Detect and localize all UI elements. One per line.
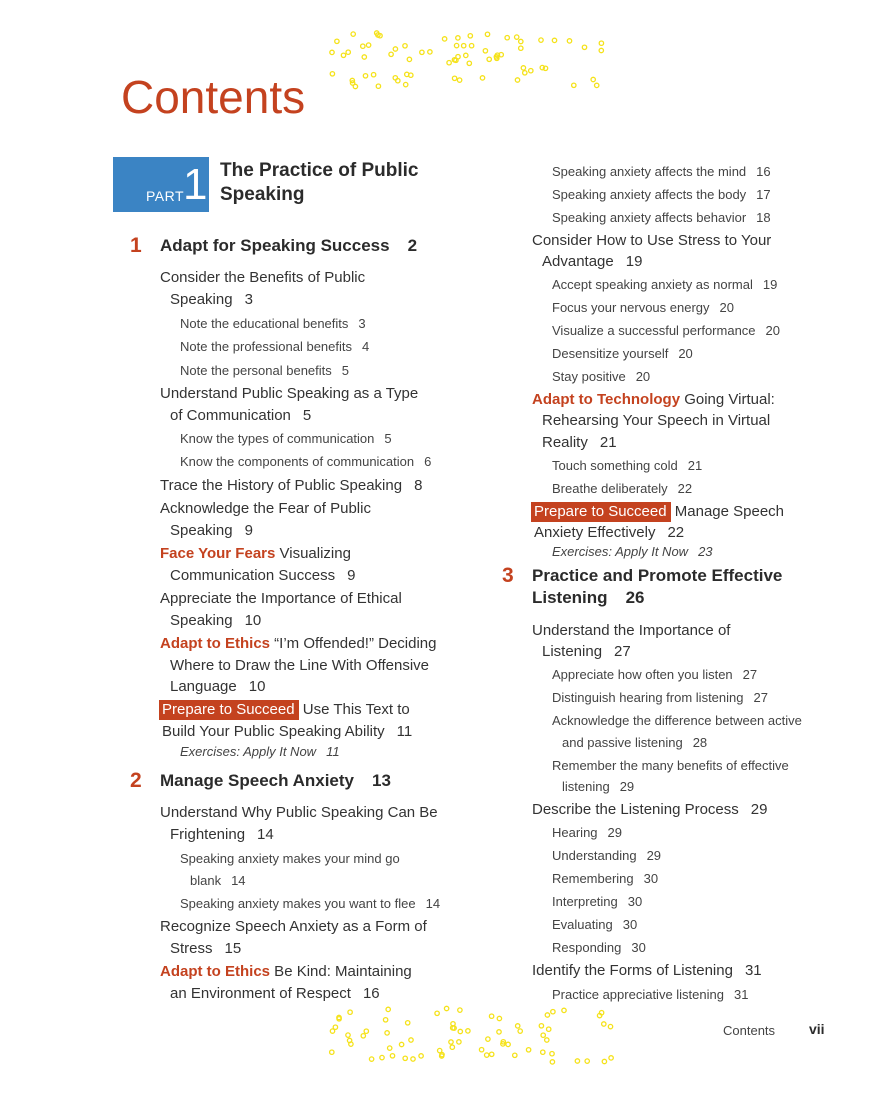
toc-entry[interactable] [190, 873, 246, 888]
toc-entry-text: Know the types of communication [180, 431, 375, 446]
page-number: 18 [756, 210, 771, 225]
page-number: 30 [643, 871, 659, 886]
page-number: 20 [635, 369, 651, 384]
toc-entry-text: Understanding [552, 848, 637, 863]
page-number: 2 [407, 236, 418, 255]
toc-entry[interactable] [180, 316, 366, 331]
toc-entry[interactable] [170, 826, 274, 843]
toc-entry-text: Recognize Speech Anxiety as a Form of [160, 918, 427, 935]
page-number: 19 [762, 277, 778, 292]
toc-entry[interactable] [542, 434, 617, 451]
page-number: 20 [765, 323, 780, 338]
toc-entry-text: Rehearsing Your Speech in Virtual [542, 412, 771, 429]
page-number: 31 [733, 987, 749, 1002]
page-number: 8 [414, 477, 423, 494]
toc-entry-text: Remember the many benefits of effective [552, 758, 789, 773]
toc-entry-text: Understand the Importance of [532, 622, 731, 639]
page-number: 21 [687, 458, 703, 473]
toc-entry[interactable] [160, 963, 412, 980]
toc-entry-text: Breathe deliberately [552, 481, 668, 496]
toc-entry-text: Interpreting [552, 894, 618, 909]
toc-entry[interactable] [562, 735, 707, 750]
toc-entry-text: Anxiety Effectively [534, 524, 656, 541]
page-title: Contents [121, 71, 306, 123]
toc-entry-text: Know the components of communication [180, 454, 415, 469]
page-number: 5 [384, 431, 392, 446]
toc-entry[interactable] [552, 458, 702, 473]
toc-entry[interactable] [180, 896, 440, 911]
page-number: 16 [756, 164, 771, 179]
page-number: 27 [614, 643, 631, 660]
feature-label: Adapt to Technology [532, 391, 681, 408]
part-title: The Practice of Public Speaking [220, 160, 419, 205]
page-number: 14 [425, 896, 441, 911]
page-number: 10 [244, 612, 262, 629]
toc-entry[interactable] [552, 848, 661, 863]
footer-label: Contents [723, 1023, 776, 1038]
page-number: 26 [625, 588, 645, 607]
toc-entry-text: Note the educational benefits [180, 316, 349, 331]
toc-entry[interactable] [170, 985, 380, 1002]
page-number: 27 [753, 690, 768, 705]
toc-entry-text: Use This Text to [298, 701, 410, 718]
toc-entry[interactable] [562, 779, 634, 794]
toc-entry[interactable] [170, 567, 355, 584]
page-number: 22 [677, 481, 693, 496]
chapter-number: 2 [130, 769, 142, 792]
toc-entry[interactable] [160, 804, 438, 821]
toc-entry-text: Communication Success [170, 567, 336, 584]
toc-entry-text: Touch something cold [552, 458, 678, 473]
toc-entry-text: Note the professional benefits [180, 339, 352, 354]
toc-entry-text: Practice appreciative listening [552, 987, 724, 1002]
toc-entry-text: Hearing [552, 825, 598, 840]
toc-entry[interactable] [160, 918, 427, 935]
toc-entry-text: Identify the Forms of Listening [532, 962, 733, 979]
toc-entry[interactable] [180, 431, 392, 446]
toc-entry-text: blank [190, 873, 222, 888]
toc-entry-text: Be Kind: Maintaining [270, 963, 412, 980]
toc-entry[interactable] [552, 987, 748, 1002]
page-number: 14 [257, 826, 274, 843]
page-number: 5 [302, 407, 312, 424]
toc-entry[interactable] [531, 503, 784, 520]
page-number: 10 [248, 678, 266, 695]
toc-entry[interactable] [170, 678, 265, 695]
toc-entry[interactable] [170, 940, 241, 957]
toc-entry[interactable] [180, 744, 340, 759]
toc-entry[interactable] [542, 253, 642, 270]
page-number: 20 [719, 300, 734, 315]
page-number: 21 [599, 434, 617, 451]
chapter-title-text: Practice and Promote Effective [532, 566, 783, 585]
page-number: 19 [625, 253, 643, 270]
toc-entry[interactable] [552, 300, 734, 315]
toc-entry-text: Speaking anxiety affects behavior [552, 210, 747, 225]
toc-entry[interactable] [552, 187, 771, 202]
toc-entry-text: listening [562, 779, 610, 794]
toc-entry-text: Reality [542, 434, 588, 451]
toc-entry-text: Acknowledge the difference between active [552, 713, 802, 728]
feature-label: Adapt to Ethics [160, 635, 271, 652]
toc-entry[interactable] [160, 385, 418, 402]
toc-entry[interactable] [170, 407, 311, 424]
toc-entry-text: Evaluating [552, 917, 613, 932]
toc-entry[interactable] [552, 667, 757, 682]
toc-entry[interactable] [552, 164, 771, 179]
chapter-title[interactable] [532, 566, 782, 586]
toc-entry[interactable] [552, 323, 780, 338]
page-number: 20 [678, 346, 693, 361]
toc-entry[interactable] [160, 635, 436, 652]
toc-entry-text: Accept speaking anxiety as normal [552, 277, 753, 292]
toc-entry[interactable] [532, 962, 762, 979]
chapter-title-text: Listening [532, 588, 608, 607]
page-number: 28 [692, 735, 708, 750]
toc-entry-text: Acknowledge the Fear of Public [160, 500, 371, 517]
toc-entry[interactable] [552, 894, 642, 909]
toc-entry[interactable] [552, 210, 771, 225]
feature-label: Face Your Fears [160, 545, 276, 562]
toc-entry-text: Describe the Listening Process [532, 801, 739, 818]
page-number: 30 [622, 917, 638, 932]
toc-entry-text: Appreciate how often you listen [552, 667, 733, 682]
toc-entry[interactable] [552, 481, 692, 496]
toc-entry-text: Desensitize yourself [552, 346, 669, 361]
page-number: 4 [362, 339, 370, 354]
page-number: 9 [347, 567, 356, 584]
feature-label: Adapt to Ethics [160, 963, 271, 980]
page-number: 30 [631, 940, 646, 955]
chapter-title[interactable] [160, 236, 417, 256]
toc-entry-text: Understand Public Speaking as a Type [160, 385, 419, 402]
toc-entry[interactable] [162, 723, 412, 740]
toc-entry[interactable] [552, 277, 777, 292]
toc-entry[interactable] [552, 758, 789, 773]
page-number: 9 [244, 522, 253, 539]
dot-pattern-bottom [326, 1005, 618, 1065]
toc-entry-text: Distinguish hearing from listening [552, 690, 744, 705]
toc-entry[interactable] [160, 545, 351, 562]
page-number: 23 [698, 544, 713, 559]
toc-entry[interactable] [180, 851, 400, 866]
dot-pattern-top [326, 30, 618, 90]
toc-entry[interactable] [180, 363, 349, 378]
toc-entry-text: Advantage [542, 253, 614, 270]
part-word: PART [146, 188, 185, 204]
toc-entry-text: Frightening [170, 826, 246, 843]
toc-entry[interactable] [532, 622, 730, 639]
page-number: 3 [244, 291, 253, 308]
toc-entry[interactable] [552, 917, 637, 932]
toc-entry[interactable] [552, 825, 622, 840]
toc-entry[interactable] [160, 500, 371, 517]
toc-entry-text: Manage Speech [670, 503, 785, 520]
toc-entry-text: Speaking [170, 522, 233, 539]
chapter-number: 1 [130, 234, 142, 257]
toc-entry-text: an Environment of Respect [170, 985, 351, 1002]
toc-entry-text: Stress [170, 940, 213, 957]
chapter-title-text: Adapt for Speaking Success [160, 236, 390, 255]
toc-entry-text: Appreciate the Importance of Ethical [160, 590, 402, 607]
page-number: 14 [231, 873, 246, 888]
toc-entry-text: Build Your Public Speaking Ability [162, 723, 385, 740]
toc-entry[interactable] [170, 657, 429, 674]
toc-entry[interactable] [542, 643, 631, 660]
toc-entry[interactable] [160, 269, 365, 286]
toc-entry-text: “I’m Offended!” Deciding [270, 635, 437, 652]
page-number: 15 [224, 940, 242, 957]
toc-entry[interactable] [542, 412, 770, 429]
toc-entry[interactable] [160, 590, 402, 607]
toc-entry-text: of Communication [170, 407, 291, 424]
page-number: 29 [607, 825, 622, 840]
part-number: 1 [183, 160, 208, 209]
page-number: 3 [358, 316, 366, 331]
toc-entry-text: and passive listening [562, 735, 683, 750]
toc-entry[interactable] [552, 544, 713, 559]
toc-entry-text: Trace the History of Public Speaking [160, 477, 403, 494]
chapter-title[interactable] [160, 771, 391, 791]
toc-entry-text: Consider How to Use Stress to Your [532, 232, 772, 249]
toc-entry[interactable] [552, 713, 802, 728]
page-number: 11 [326, 744, 340, 759]
prepare-to-succeed-badge: Prepare to Succeed [531, 502, 671, 522]
toc-entry[interactable] [170, 522, 253, 539]
page-number: 5 [341, 363, 350, 378]
toc-entry-text: Understand Why Public Speaking Can Be [160, 804, 438, 821]
toc-entry[interactable] [552, 369, 650, 384]
toc-entry[interactable] [552, 871, 658, 886]
toc-entry-text: Going Virtual: [680, 391, 775, 408]
toc-entry[interactable] [180, 339, 369, 354]
toc-entry-text: Speaking anxiety makes you want to flee [180, 896, 416, 911]
page-number: 11 [396, 723, 413, 740]
toc-entry-text: Visualizing [275, 545, 351, 562]
page-number: 31 [744, 962, 762, 979]
toc-entry-text: Language [170, 678, 237, 695]
page-number: 16 [362, 985, 380, 1002]
page-number: 27 [742, 667, 758, 682]
toc-entry[interactable] [534, 524, 684, 541]
page-number: 13 [372, 771, 391, 790]
page-number: 22 [667, 524, 685, 541]
footer-page-number: vii [809, 1021, 825, 1037]
toc-entry[interactable] [532, 801, 767, 818]
toc-entry-text: Speaking anxiety affects the mind [552, 164, 747, 179]
toc-entry[interactable] [552, 690, 768, 705]
toc-entry-text: Stay positive [552, 369, 626, 384]
toc-entry[interactable] [170, 612, 261, 629]
page-number: 29 [619, 779, 635, 794]
toc-entry-text: Speaking anxiety makes your mind go [180, 851, 400, 866]
toc-entry-text: Remembering [552, 871, 634, 886]
toc-entry-text: Speaking [170, 612, 233, 629]
toc-entry[interactable] [552, 940, 646, 955]
toc-entry[interactable] [552, 346, 693, 361]
toc-entry[interactable] [170, 291, 253, 308]
toc-entry-text: Exercises: Apply It Now [552, 544, 689, 559]
toc-entry-text: Listening [542, 643, 603, 660]
toc-entry-text: Responding [552, 940, 622, 955]
page-number: 6 [424, 454, 432, 469]
toc-entry[interactable] [532, 232, 771, 249]
toc-entry-text: Visualize a successful performance [552, 323, 756, 338]
toc-entry-text: Speaking anxiety affects the body [552, 187, 747, 202]
page-number: 17 [756, 187, 771, 202]
toc-entry-text: Exercises: Apply It Now [180, 744, 317, 759]
toc-entry[interactable] [532, 391, 775, 408]
part-badge [113, 157, 209, 212]
toc-entry-text: Focus your nervous energy [552, 300, 710, 315]
page-number: 30 [627, 894, 643, 909]
toc-entry-text: Where to Draw the Line With Offensive [170, 657, 429, 674]
toc-entry[interactable] [180, 454, 431, 469]
chapter-title[interactable] [532, 588, 644, 608]
prepare-to-succeed-badge: Prepare to Succeed [159, 700, 299, 720]
page-number: 29 [646, 848, 662, 863]
chapter-number: 3 [502, 564, 514, 587]
toc-entry-text: Speaking [170, 291, 233, 308]
toc-entry[interactable] [159, 701, 410, 718]
page-number: 29 [750, 801, 768, 818]
chapter-title-text: Manage Speech Anxiety [160, 771, 354, 790]
toc-entry[interactable] [160, 477, 422, 494]
toc-entry-text: Note the personal benefits [180, 363, 332, 378]
toc-entry-text: Consider the Benefits of Public [160, 269, 366, 286]
